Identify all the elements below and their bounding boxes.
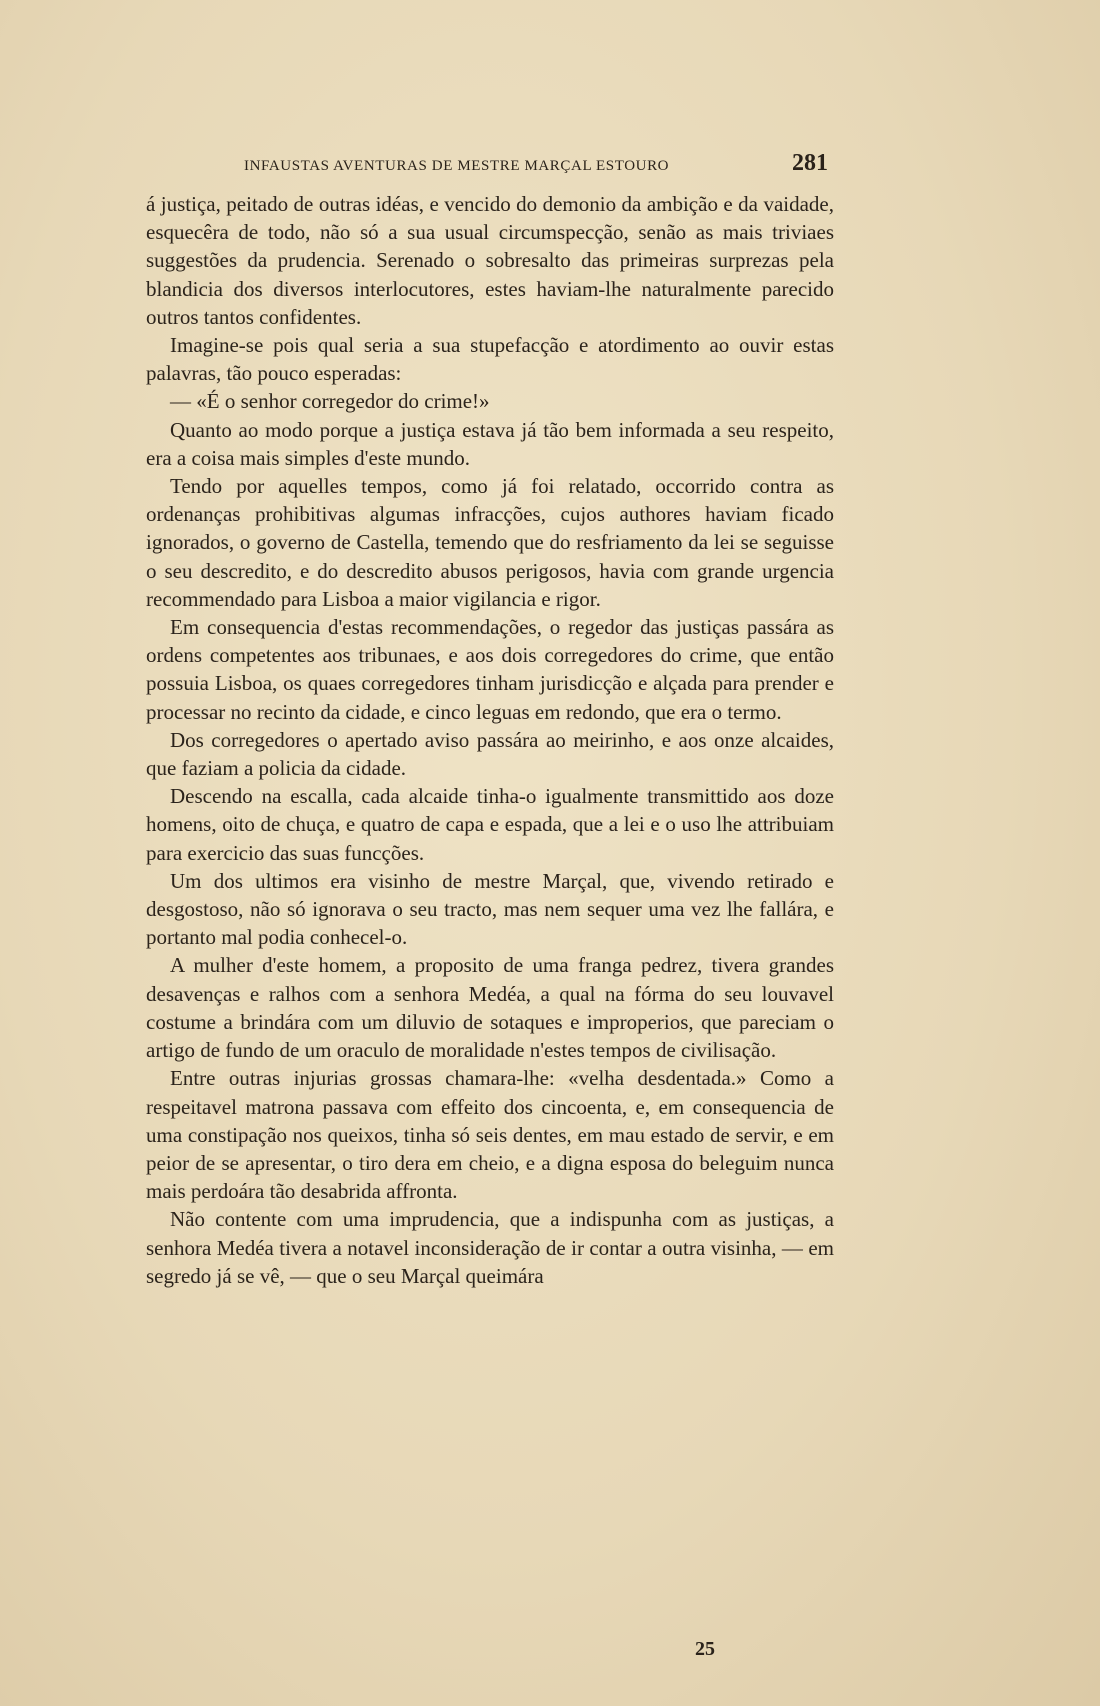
paragraph: Dos corregedores o apertado aviso passára ao meirinho, e aos onze alcaides, que faziam a policia da cidade. bbox=[146, 727, 834, 781]
body-text bbox=[146, 190, 834, 1290]
paragraph: Tendo por aquelles tempos, como já foi relatado, occorrido contra as ordenanças prohibitivas algumas infracções, cujos authores haviam ficado ignorados, o governo de Castella, temendo que do resfriamento da lei se seguisse o seu descredito, e do descredito abusos perigosos, havia com grande urgencia recommendado para Lisboa a maior vigilancia e rigor. bbox=[146, 474, 834, 611]
signature-mark: 25 bbox=[695, 1638, 715, 1660]
paragraph: Em consequencia d'estas recommendações, o regedor das justiças passára as ordens competentes aos tribunaes, e aos dois corregedores do crime, que então possuia Lisboa, os quaes corregedores tinham jurisdicção e alçada para prender e processar no recinto da cidade, e cinco leguas em redondo, que era o termo. bbox=[146, 615, 834, 724]
paragraph: Não contente com uma imprudencia, que a indispunha com as justiças, a senhora Medéa tivera a notavel inconsideração de ir contar a outra visinha, — em segredo já se vê, — que o seu Marçal queimára bbox=[146, 1207, 834, 1288]
page-header bbox=[148, 150, 828, 180]
page-number: 281 bbox=[792, 150, 828, 176]
paragraph: Entre outras injurias grossas chamara-lhe: «velha desdentada.» Como a respeitavel matrona passava com effeito dos cincoenta, e, em consequencia de uma constipação nos queixos, tinha só seis dentes, em mau estado de servir, e em peior de se apresentar, o tiro dera em cheio, e a digna esposa do beleguim nunca mais perdoára tão desabrida affronta. bbox=[146, 1066, 834, 1204]
paragraph: Imagine-se pois qual seria a sua stupefacção e atordimento ao ouvir estas palavras, tão pouco esperadas: bbox=[146, 333, 834, 386]
paragraph: Um dos ultimos era visinho de mestre Marçal, que, vivendo retirado e desgostoso, não só ignorava o seu tracto, mas nem sequer uma vez lhe fallára, e portanto mal podia conhecel-o. bbox=[146, 868, 834, 950]
paragraph: A mulher d'este homem, a proposito de uma franga pedrez, tivera grandes desavenças e ralhos com a senhora Medéa, a qual na fórma do seu louvavel costume a brindára com um diluvio de sotaques e improperios, que pareciam o artigo de fundo de um oraculo de moralidade n'estes tempos de civilisação. bbox=[146, 953, 834, 1063]
paragraph: á justiça, peitado de outras idéas, e vencido do demonio da ambição e da vaidade, esquecêra de todo, não só a sua usual circumspecção, senão as mais triviaes suggestões da prudencia. Serenado o sobresalto das primeiras surprezas pela blandicia dos diversos interlocutores, estes haviam-lhe naturalmente parecido outros tantos confidentes. bbox=[146, 192, 834, 329]
running-head: INFAUSTAS AVENTURAS DE MESTRE MARÇAL ESTOURO bbox=[244, 158, 670, 174]
paragraph: — «É o senhor corregedor do crime!» bbox=[170, 389, 490, 414]
paragraph: Quanto ao modo porque a justiça estava já tão bem informada a seu respeito, era a coisa mais simples d'este mundo. bbox=[146, 417, 834, 470]
paragraph: Descendo na escalla, cada alcaide tinha-o igualmente transmittido aos doze homens, oito de chuça, e quatro de capa e espada, que a lei e o uso lhe attribuiam para exercicio das suas funcções. bbox=[146, 784, 834, 865]
